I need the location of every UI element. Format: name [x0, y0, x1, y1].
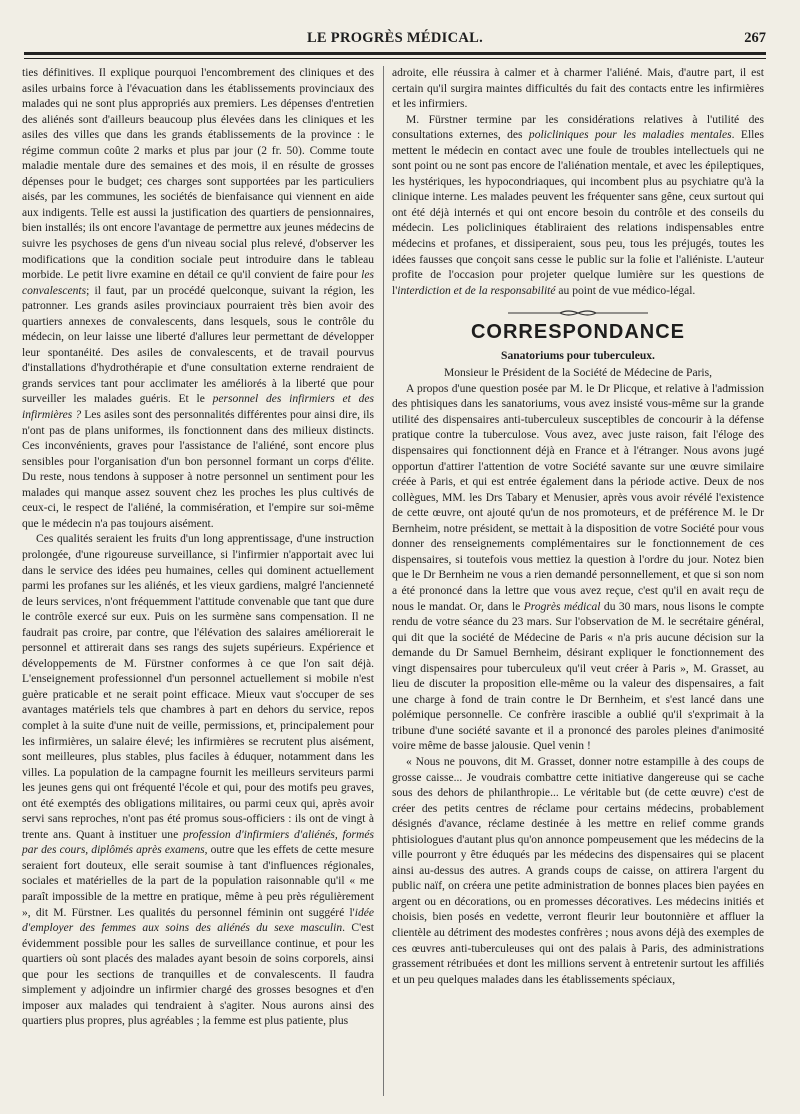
section-subtitle: Sanatoriums pour tuberculeux.: [501, 349, 655, 362]
right-paragraph-3: [392, 382, 764, 755]
italic-run: personnel des infirmiers et des infirmières ?: [22, 393, 374, 422]
text-run: ties définitives. Il explique pourquoi l'encombrement des cliniques et des asiles urbains force à l'évacuation dans les établissements provinciaux des malades qui ne sont plus appropriés aux premiers. Les dépenses d'entretien des aliénés sont d'ailleurs beaucoup plus élevées dans les cliniques et les asiles des villes que dans les grands établissements de la province : le régime commun coûte 2 marks et plus par jour (2 fr. 50). Comme toute maladie mentale dure des semaines et des mois, il en résulte de grosses dépenses pour le budget; ces charges sont supportées par les particuliers aisés, par les communes, les sociétés de bienfaisance qui viennent en aide aux indigents. Telle est aussi la justification des quartiers de pensionnaires, bien installés; ils ont encore l'avantage de permettre aux jeunes médecins de suivre les psychoses de gens d'un niveau social plus relevé, d'observer les modifications que la condition sociale peut introduire dans le tableau morbide. Le petit livre examine en détail ce qu'il convient de faire pour: [22, 67, 374, 282]
text-run: Ces qualités seraient les fruits d'un long apprentissage, d'une instruction prolongée, d'une rigoureuse surveillance, si l'infirmier n'apportait avec lui dans le service des idées peu humaines, celles qui dominent actuellement parmi les profanes sur les aliénés, et les vieux gardiens, malgré l'ancienneté de leurs services, n'ont fréquemment l'attitude convenable que tant que dure le contrôle exercé sur eux. Puis on les surmène sans compensation. Il ne faudrait pas croire, par contre, que l'élévation des salaires améliorerait le personnel et attirerait dans ses rangs des sujets supérieurs. Expérience et développements de M. Fürstner conformes à ce que l'on sait déjà. L'enseignement professionnel d'un personnel actuellement si mobile n'est guère praticable et ne serait point efficace. Mieux vaut s'occuper de ses avantages matériels tels que chambres à part en dehors du service, repos complet à la suite d'une nuit de veille, permissions, et, principalement pour les infirmières, un salaire élevé; les infirmières se recrutent plus aisément, sont meilleures, plus stables, plus faciles à éduquer, notamment dans les villes. La population de la campagne fournit les meilleurs serviteurs parmi les jeunes gens qui ont fréquenté l'école et qui, pour des motifs peu graves, ont été exemptés des obligations militaires, ou parmi ceux qui, après avoir servi sans reproches, n'ont pas été promus sous-officiers : ils ont de vingt à trente ans. Quant à instituer une: [22, 533, 374, 841]
text-run: . Elles mettent le médecin en contact avec une foule de troubles intellectuels qui ne sont point ou ne sont pas encore de l'aliénation mentale, et avec les épileptiques, les hystériques, les hypocondriaques, qui incombent plus au psychiatre qu'à la clinique interne. Les malades peuvent les fréquenter sans gêne, ceux surtout qui ont été déjà internés et qui ont encore besoin du contrôle et des conseils du médecin. Les policliniques établiraient des relations indispensables entre médecins et profanes, et dissiperaient, sous peu, tous les préjugés, toutes les idées fausses que conçoit sans cesse le public sur la folie et l'aliéniste. L'auteur profite de l'occasion pour projeter quelque lumière sur les questions de l': [392, 129, 764, 297]
section-title: CORRESPONDANCE: [470, 321, 686, 344]
italic-run: Progrès médical: [523, 600, 601, 613]
text-run: , outre que les effets de cette mesure seraient fort douteux, elle serait soumise à tant d'influences régionales, sociales et matérielles de la part de la population raisonnable qu'il « me paraît impossible de la mettre en pratique, même à peu près régulièrement », dit M. Fürstner. Les qualités du personnel féminin ont suggéré l': [22, 844, 374, 919]
italic-run: les convalescents: [22, 269, 374, 297]
text-run: M. Fürstner termine par les considérations relatives à l'utilité des consultations externes, des: [392, 113, 764, 142]
header-rule-thin: [24, 58, 766, 59]
page-header: [24, 30, 766, 52]
right-paragraph-4: « Nous ne pouvons, dit M. Grasset, donner notre estampille à des coups de grosse caisse... Je voudrais combattre cette initiative dangereuse qui se cache sous des dehors de philanthropie... Le véritable but (de cette œuvre) c'est de créer des petits centres de réclame pour certains médecins, probablement désignés d'avance, réclame destinée à les mettre en relief comme grands phtisiologues d'autant plus qu'on annonce pompeusement que les médecins de la ville pourront y être éduqués par les médecins des dispensaires qui se placent ainsi au-dessus des autres. A grands coups de caisse, on attirera l'argent du public naïf, on créera une petite administration de bonnes places bien payées en argent ou en décorations, ou en promesses décoratives. Les médecins initiés et choisis, bien posés en vedette, verront fleurir leur boutonnière et affluer la clientèle au détriment des modestes confrères ; nous avons déjà des exemples de ces œuvres anti-tuberculeuses qui ont des palais à Paris, des administrations grassement rétribuées et dont les millions servent à entretenir surtout les affiliés et un peu quelques malades dans les établissements spéciaux,: [392, 755, 764, 986]
page-number: 267: [744, 30, 766, 46]
text-run: du 30 mars, nous lisons le compte rendu de votre séance du 23 mars. Sur l'observation de M. le secrétaire général, qui dit que la société de Médecine de Paris « n'a pris aucune décision sur la demande du Dr Samuel Bernheim, désirant expliquer le fonctionnement des vingt dispensaires pour tuberculeux qu'il veut créer à Paris », M. Grasset, au lieu de discuter la proposition elle-même ou la valeur des dispensaires, a fait une charge à fond de train contre le Dr Bernheim, et s'est lancé dans une polémique personnelle. Ce confrère irascible a oublié qu'il s'exprimait à la tribune d'une société savante et il a prononcé des paroles pleines d'animosité voire même de basse jalousie. Quel venin !: [392, 600, 765, 753]
text-run: Les asiles sont des personnalités différentes pour ainsi dire, ils n'ont pas de plans uniformes, ils fonctionnent dans des milieux distincts. Ces inconvénients, graves pour l'assistance de l'aliéné, sont encore plus sensibles pour l'organisation d'un bon personnel formant un corps d'élite. Du reste, nous tendons à supposer à notre personnel un sentiment pour les malades qui manque assez souvent chez les proches les plus cultivés de ceux-ci, le respect de l'aliéné, la commisération, et l'empire sur soi-même que le médecin n'a pas toujours aisément.: [22, 409, 374, 530]
text-run: ; il faut, par un procédé quelconque, suivant la région, les patronner. Les grands asiles provinciaux pourraient très bien avoir des quartiers annexes de convalescents, dans lesquels, sous le contrôle du médecin, on leur laisse une liberté d'allures leur permettant de développer leur spontanéité. Des asiles de convalescents, et de travail pourvus d'installations d'hydrothérapie et d'une consultation externe rendraient de grands services tant pour acclimater les améliorés à la liberté que pour surveiller les malades guéris. Et le: [22, 284, 374, 406]
section-ornament: [392, 307, 764, 315]
text-run: au point de vue médico-légal.: [555, 284, 696, 297]
left-paragraph-2: [22, 532, 374, 1030]
right-paragraph-1: adroite, elle réussira à calmer et à charmer l'aliéné. Mais, d'autre part, il est certain qu'il surgira maintes difficultés du fait des contacts entre les infirmières et les infirmiers.: [392, 67, 764, 111]
italic-run: profession d'infirmiers d'aliénés, formés par des cours, diplômés après examens: [22, 828, 374, 857]
column-divider: [383, 66, 384, 1096]
left-paragraph-1: [22, 66, 374, 532]
ornament-flourish: [508, 309, 648, 317]
right-paragraph-2: [392, 113, 764, 300]
italic-run: policliniques pour les maladies mentales: [528, 129, 732, 142]
left-column: [22, 66, 374, 1030]
running-title: LE PROGRÈS MÉDICAL.: [306, 30, 484, 46]
text-run: A propos d'une question posée par M. le Dr Plicque, et relative à l'admission des phtisiques dans les sanatoriums, vous avez insisté vous-même sur la grande utilité des dispensaires anti-tuberculeux susceptibles de concourir à la défense pratique contre la tuberculose. Vous avez, avec juste raison, fait l'éloge des dispensaires qui fonctionnent déjà en France et à l'étranger. Nous avons jugé opportun d'attirer l'attention de votre Société savante sur une œuvre similaire créée à Paris, et qui est entrée également dans la période active. Deux de nos collègues, MM. les Drs Tabary et Menusier, après vous avoir révélé l'existence de cette œuvre, ont ajouté qu'un de nos promoteurs, et de préférence M. le Dr Bernheim, notre président, se mettait à la disposition de votre Société pour vous donner des renseignements complémentaires sur le fonctionnement de ces dispensaires, si toutefois vous mettiez la question à l'ordre du jour. Notez bien que le Dr Bernheim ne vous a rien demandé personnellement, et que si son nom a été prononcé dans la lettre que vous avez reçue, c'est qu'il en avait reçu de nous le mandat. Or, dans le: [392, 382, 764, 613]
header-rule-thick: [24, 52, 766, 55]
right-column: [392, 66, 764, 988]
letter-salutation: Monsieur le Président de la Société de Médecine de Paris,: [443, 367, 713, 380]
italic-run: idée d'employer des femmes aux soins des aliénés du sexe masculin: [22, 906, 374, 935]
text-run: . C'est évidemment possible pour les salles de surveillance continue, et pour les quartiers où sont placés des malades ayant besoin de soins corporels, ainsi que pour les sections de tranquilles et de convalescents. Il faudra simplement y adjoindre un infirmier chargé des grosses besognes et d'en imposer aux malades qui tendraient à s'agiter. Nous aurons ainsi des quartiers plus propres, plus agréables ; la femme est plus patiente, plus: [22, 922, 374, 1028]
italic-run: interdiction et de la responsabilité: [397, 284, 556, 297]
